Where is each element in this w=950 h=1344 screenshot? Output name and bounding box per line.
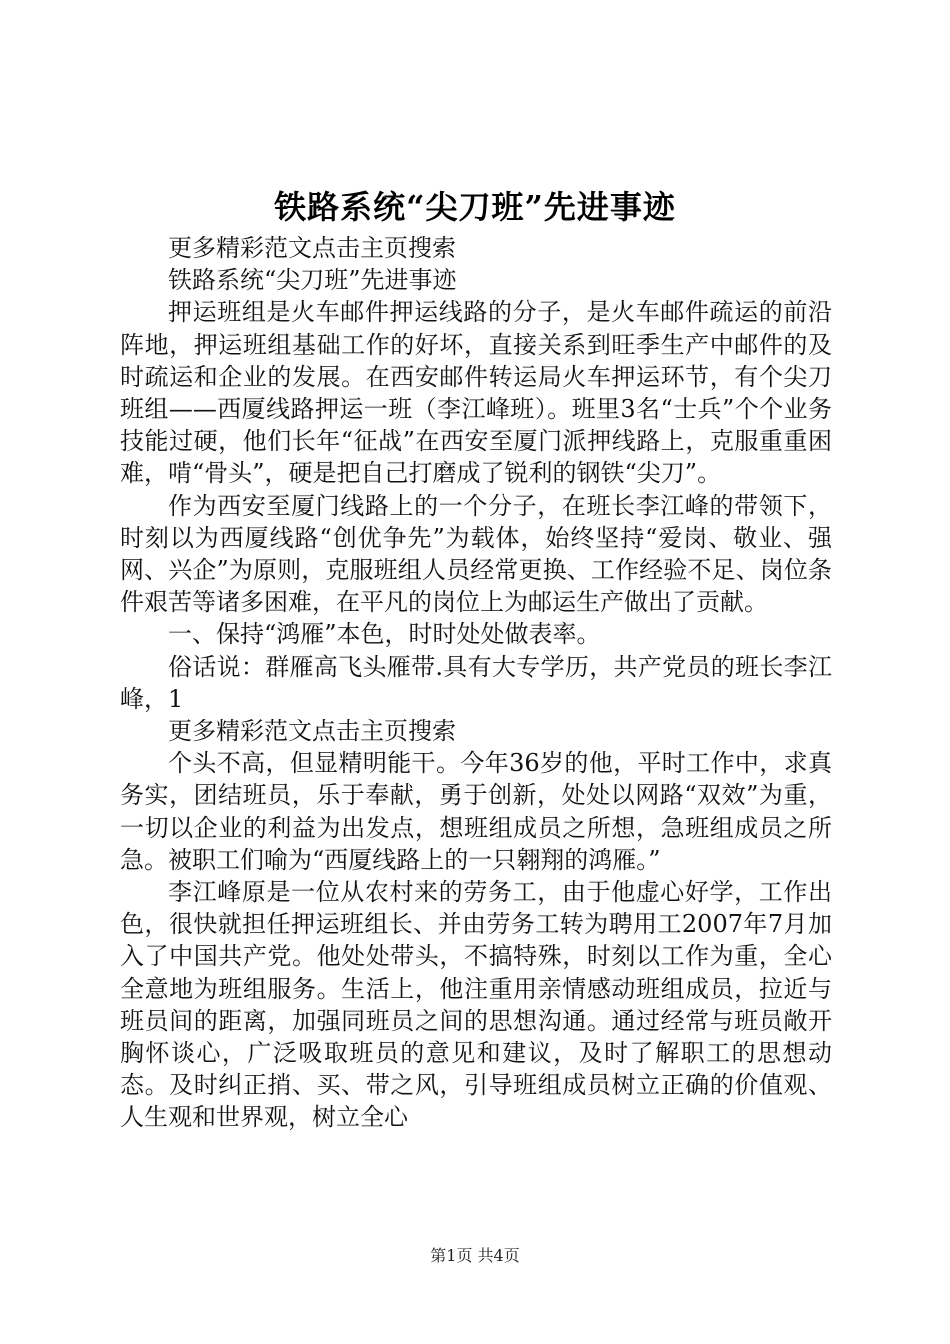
paragraph: 铁路系统“尖刀班”先进事迹 (168, 266, 457, 295)
paragraph: 更多精彩范文点击主页搜索 (168, 717, 456, 746)
paragraph: 李江峰原是一位从农村来的劳务工，由于他虚心好学，工作出色，很快就担任押运班组长、并由劳务工转为聘用工2007年7月加入了中国共产党。他处处带头，不搞特殊，时刻以工作为重，全心全意地为班组服务。生活上，他注重用亲情感动班组成员，拉近与班员间的距离，加强同班员之间的思想沟通。通过经常与班员敞开胸怀谈心，广泛吸取班员的意见和建议，及时了解职工的思想动态。及时纠正捎、买、带之风，引导班组成员树立正确的价值观、人生观和世界观，树立全心 (120, 878, 832, 1132)
page-number-footer: 第1页 共4页 (430, 1246, 520, 1265)
paragraph: 押运班组是火车邮件押运线路的分子，是火车邮件疏运的前沿阵地，押运班组基础工作的好坏，直接关系到旺季生产中邮件的及时疏运和企业的发展。在西安邮件转运局火车押运环节，有个尖刀班组——西厦线路押运一班（李江峰班）。班里3名“士兵”个个业务技能过硬，他们长年“征战”在西安至厦门派押线路上，克服重重困难，啃“骨头”，硬是把自己打磨成了锐利的钢铁“尖刀”。 (120, 298, 832, 488)
document-title: 铁路系统“尖刀班”先进事迹 (274, 188, 676, 226)
document-body (120, 232, 832, 1134)
paragraph: 个头不高，但显精明能干。今年36岁的他，平时工作中，求真务实，团结班员，乐于奉献，勇于创新，处处以网路“双效”为重，一切以企业的利益为出发点，想班组成员之所想，急班组成员之所急。被职工们喻为“西厦线路上的一只翱翔的鸿雁。” (120, 749, 832, 874)
paragraph: 俗话说：群雁高飞头雁带.具有大专学历，共产党员的班长李江峰，1 (120, 652, 832, 713)
paragraph: 更多精彩范文点击主页搜索 (168, 234, 456, 262)
paragraph: 一、保持“鸿雁”本色，时时处处做表率。 (168, 620, 601, 649)
paragraph: 作为西安至厦门线路上的一个分子，在班长李江峰的带领下，时刻以为西厦线路“创优争先”为载体，始终坚持“爱岗、敬业、强网、兴企”为原则，克服班组人员经常更换、工作经验不足、岗位条件艰苦等诸多困难，在平凡的岗位上为邮运生产做出了贡献。 (120, 491, 832, 617)
